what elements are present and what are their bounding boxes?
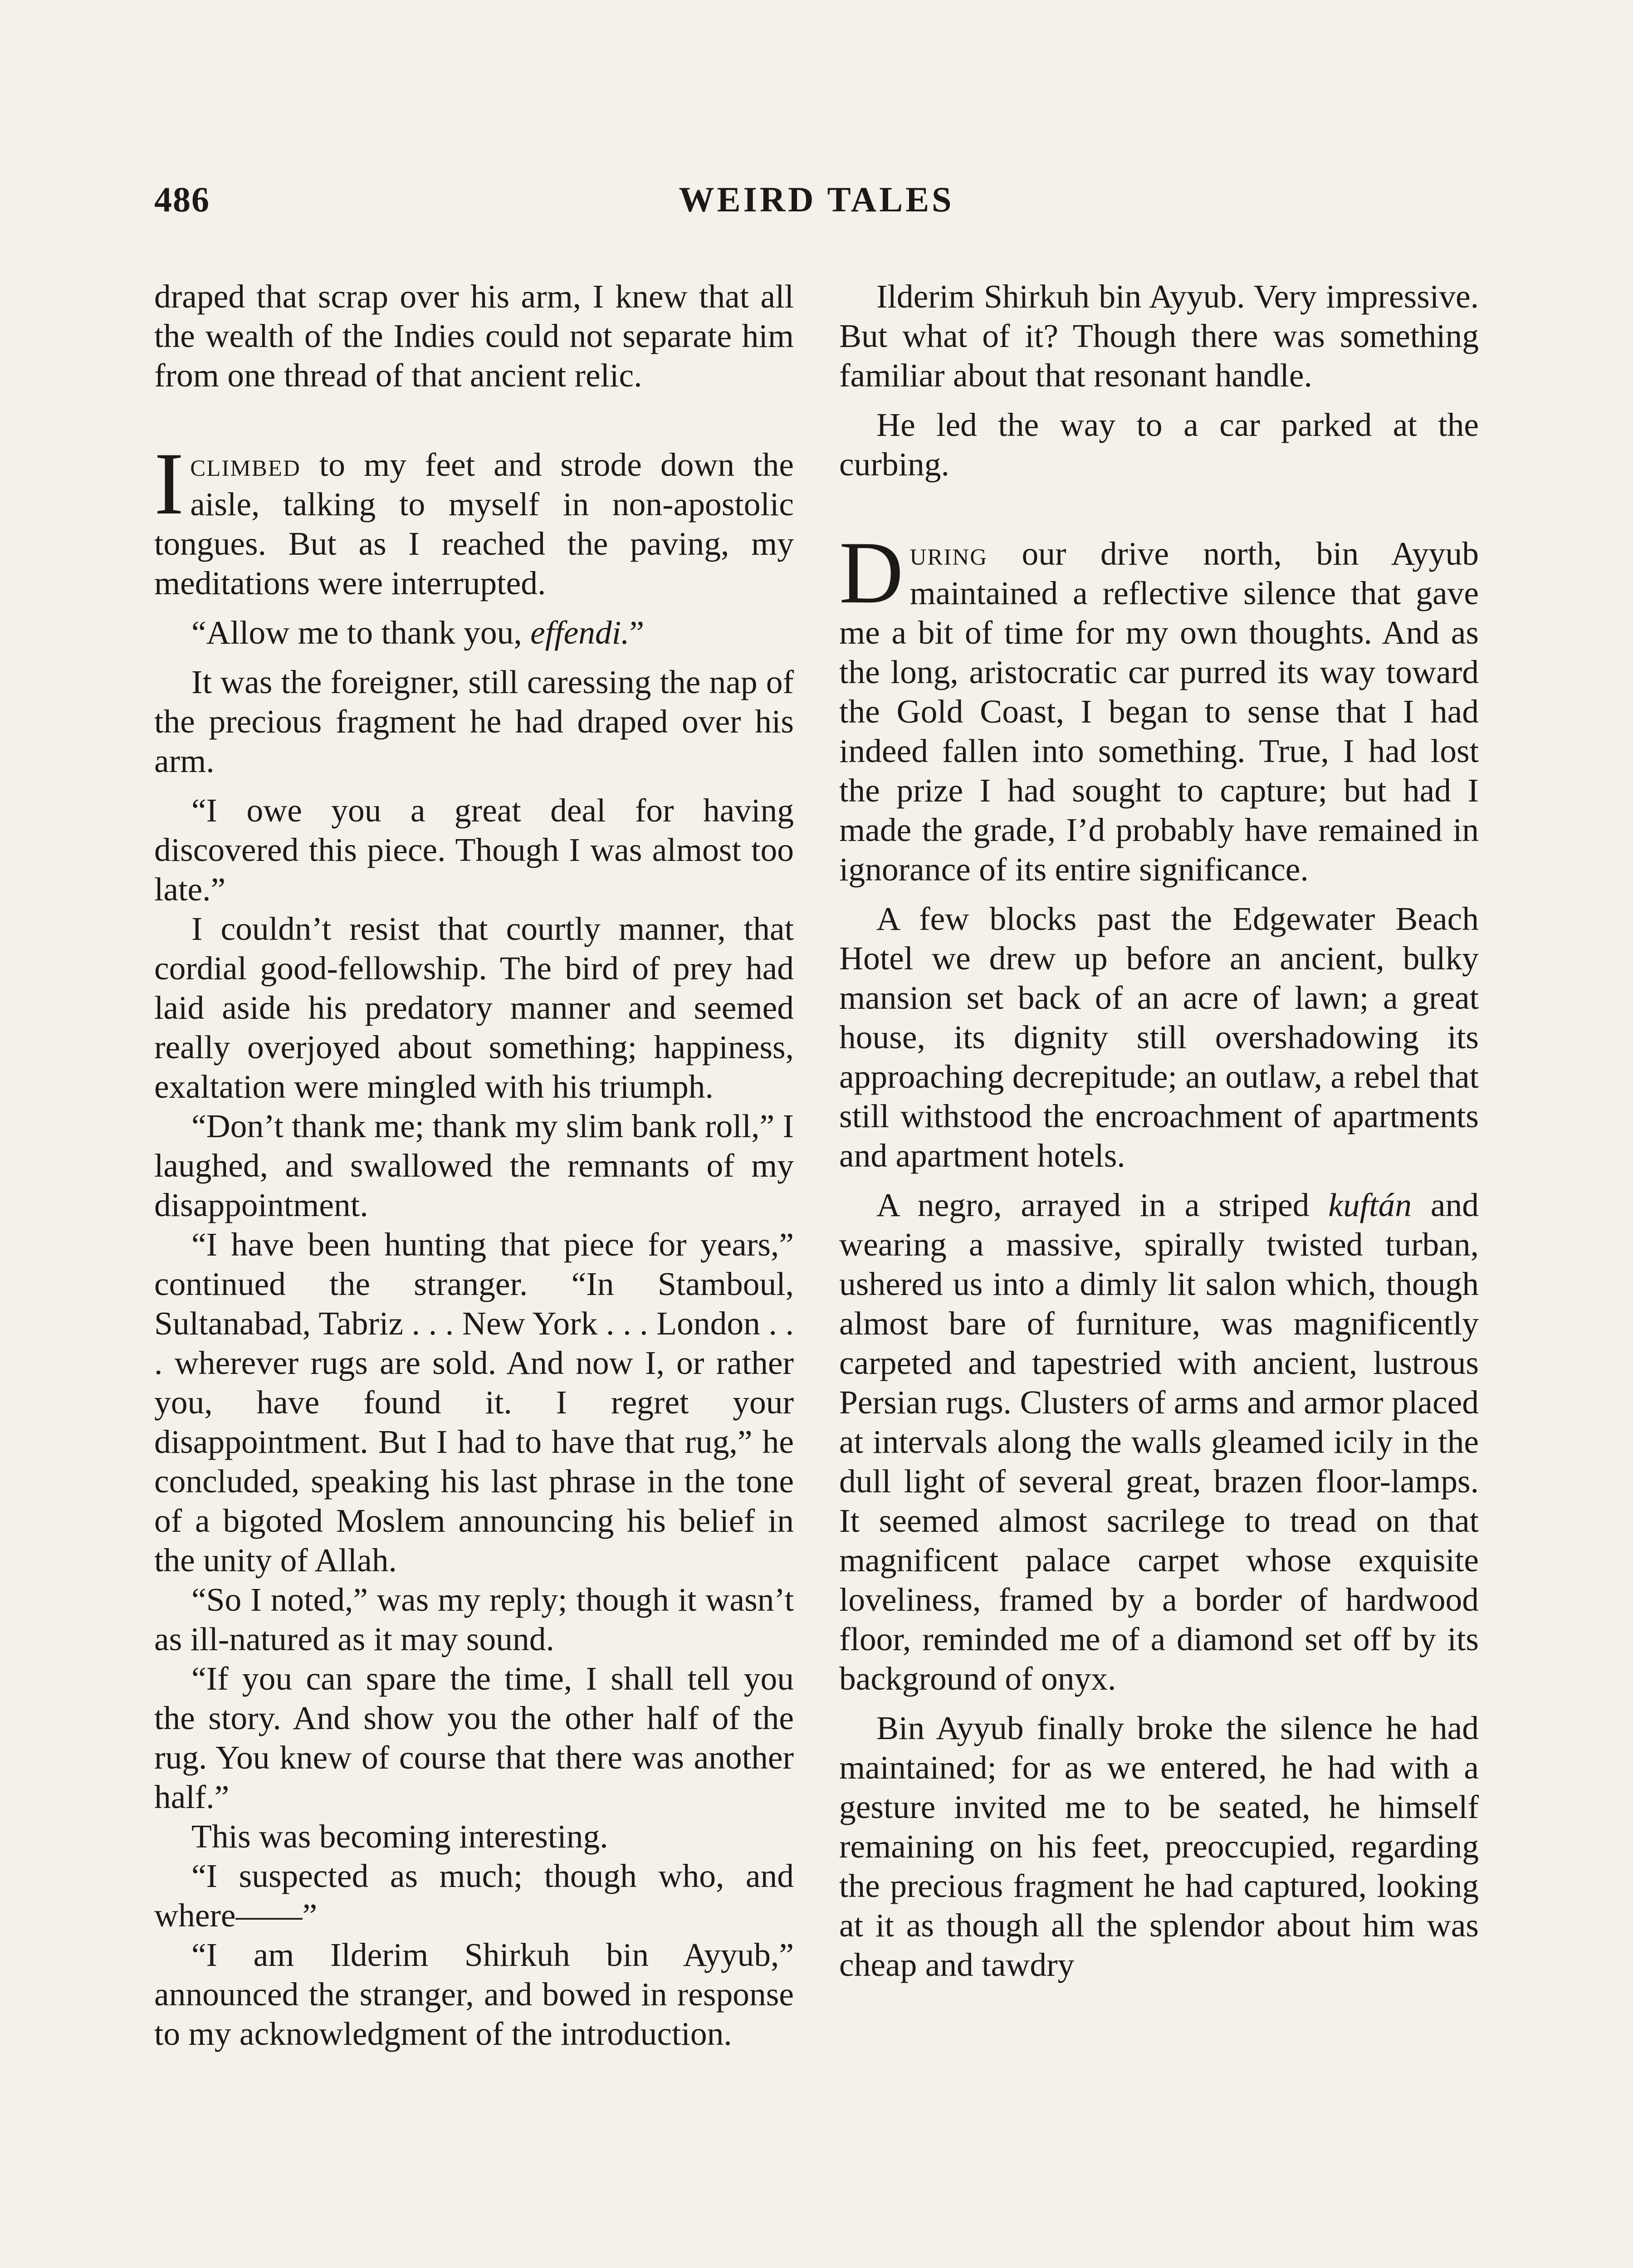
dialog-text: “Allow me to thank you, [191, 614, 531, 651]
left-column [154, 277, 794, 2053]
paragraph [839, 1185, 1479, 1698]
paragraph: It was the foreigner, still caressing the nap of the precious fragment he had draped over his arm. [154, 664, 794, 779]
paragraph: Ilderim Shirkuh bin Ayyub. Very impressive. But what of it? Though there was something familiar about that resonant handle. [839, 278, 1479, 394]
paragraph-text: and wearing a massive, spirally twisted turban, ushered us into a dimly lit salon which, though almost bare of furniture, was magnificently carpeted and tapestried with ancient, lustrous Persian rugs. Clusters of arms and armor placed at intervals along the walls gleamed icily in the dull light of several great, brazen floor-lamps. It seemed almost sacrilege to tread on that magnificent palace carpet whose exquisite loveliness, framed by a border of hardwood floor, reminded me of a diamond set off by its background of onyx. [839, 1187, 1479, 1697]
paragraph: “Don’t thank me; thank my slim bank roll,” I laughed, and swallowed the remnants of my disappointment. [154, 1108, 794, 1223]
italic-word: effendi. [530, 614, 630, 651]
smallcaps-lead: climbed [190, 446, 301, 483]
italic-word: kuftán [1328, 1187, 1412, 1223]
drop-cap: D [839, 523, 904, 622]
paragraph [154, 613, 794, 652]
paragraph: A few blocks past the Edgewater Beach Hotel we drew up before an ancient, bulky mansion set back of an acre of lawn; a great house, its dignity still overshadowing its approaching decrepitude; an outlaw, a rebel that still withstood the encroachment of apartments and apartment hotels. [839, 900, 1479, 1174]
paragraph: “I have been hunting that piece for years,” continued the stranger. “In Stamboul, Sultanabad, Tabriz . . . New York . . . London . . . wherever rugs are sold. And now I, or rather you, have found it. I regret your disappointment. But I had to have that rug,” he concluded, speaking his last phrase in the tone of a bigoted Moslem announcing his belief in the unity of Allah. [154, 1226, 794, 1579]
paragraph: “I suspected as much; though who, and where——” [154, 1857, 794, 1934]
running-title: WEIRD TALES [679, 180, 954, 219]
page-number: 486 [154, 180, 210, 219]
paragraph: I couldn’t resist that courtly manner, that cordial good-fellowship. The bird of prey had laid aside his predatory manner and seemed really overjoyed about something; happiness, exaltation were mingled with his triumph. [154, 910, 794, 1105]
paragraph: draped that scrap over his arm, I knew that all the wealth of the Indies could not separate him from one thread of that ancient relic. [154, 278, 794, 394]
paragraph-dropcap [839, 523, 1479, 889]
paragraph: “So I noted,” was my reply; though it wasn’t as ill-natured as it may sound. [154, 1581, 794, 1657]
page-header [154, 179, 1479, 229]
paragraph: “I owe you a great deal for having discovered this piece. Though I was almost too late.” [154, 792, 794, 908]
paragraph: He led the way to a car parked at the curbing. [839, 406, 1479, 483]
paragraph: This was becoming interesting. [191, 1818, 608, 1855]
smallcaps-lead: uring [909, 535, 988, 572]
paragraph: “If you can spare the time, I shall tell you the story. And show you the other half of the rug. You knew of course that there was another half.” [154, 1660, 794, 1815]
paragraph-text: our drive north, bin Ayyub maintained a reflective silence that gave me a bit of time for my own thoughts. And as the long, aristocratic car purred its way toward the Gold Coast, I began to sense that I had indeed fallen into something. True, I had lost the prize I had sought to capture; but had I made the grade, I’d probably have remained in ignorance of its entire significance. [839, 535, 1479, 888]
paragraph-text: A negro, arrayed in a striped [876, 1187, 1329, 1223]
drop-cap: I [154, 435, 184, 533]
paragraph-dropcap [154, 435, 794, 603]
paragraph: “I am Ilderim Shirkuh bin Ayyub,” announced the stranger, and bowed in response to my acknowledgment of the introduction. [154, 1936, 794, 2052]
right-column [839, 277, 1479, 1984]
paragraph-text: to my feet and strode down the aisle, talking to myself in non-apostolic tongues. But as I reached the paving, my meditations were interrupted. [154, 446, 794, 601]
paragraph: Bin Ayyub finally broke the silence he had maintained; for as we entered, he had with a gesture invited me to be seated, he himself remaining on his feet, preoccupied, regarding the precious fragment he had captured, looking at it as though all the splendor about him was cheap and tawdry [839, 1710, 1479, 1983]
dialog-end: ” [629, 614, 645, 651]
